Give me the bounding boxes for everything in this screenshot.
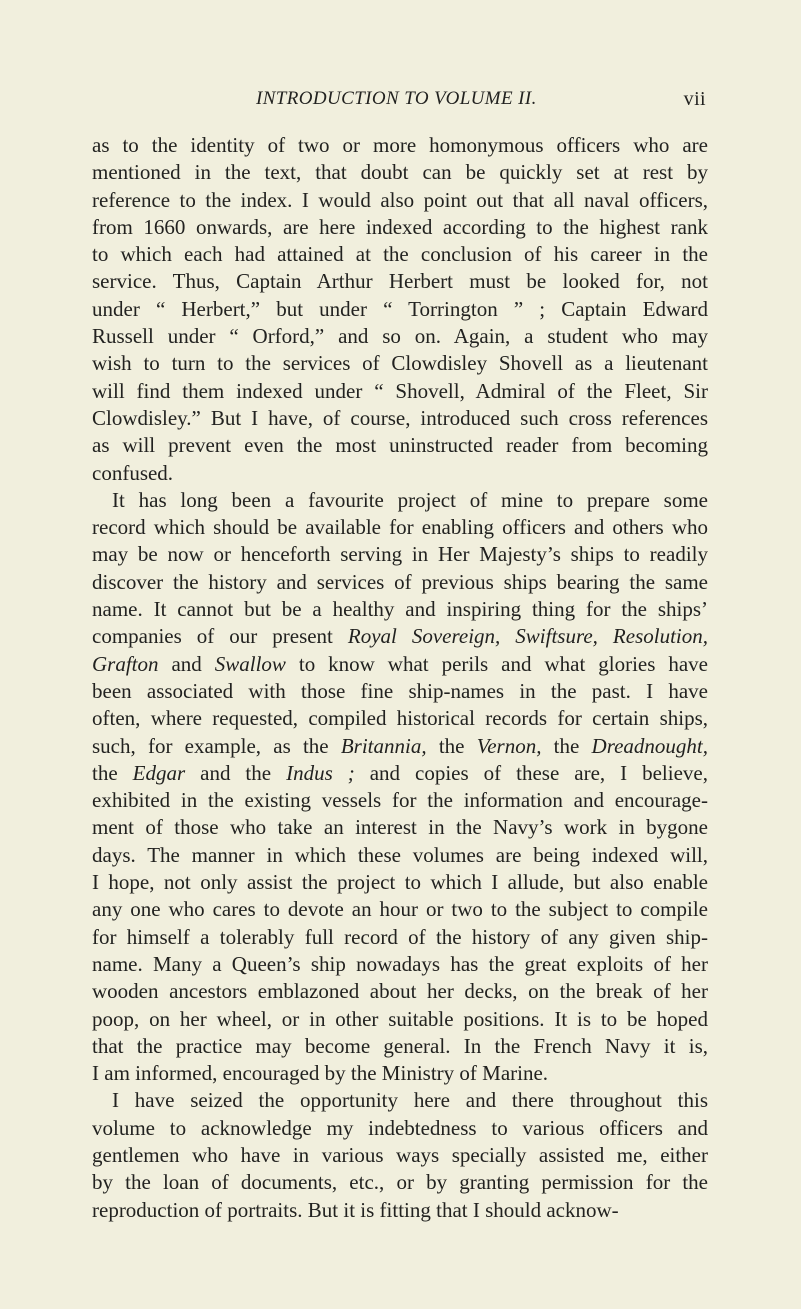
text-run: I have seized the opportunity here and there throughout this xyxy=(112,1088,708,1113)
text-run: gentlemen who have in various ways specially assisted me, either xyxy=(92,1142,708,1167)
text-line xyxy=(92,214,708,241)
text-run: may be now or henceforth serving in Her Majesty’s ships to readily xyxy=(92,542,708,567)
text-run: name. It cannot but be a healthy and inspiring thing for the ships’ xyxy=(92,597,708,622)
text-line xyxy=(92,814,708,841)
text-run: any one who cares to devote an hour or two to the subject to compile xyxy=(92,897,708,922)
text-line xyxy=(92,1033,708,1060)
text-line xyxy=(92,159,708,186)
ship-name: Indus ; xyxy=(286,760,355,785)
ship-name: Swallow xyxy=(214,651,286,676)
text-run: and copies of these are, I believe, xyxy=(354,760,708,785)
text-run: exhibited in the existing vessels for the information and encourage- xyxy=(92,788,708,813)
text-line xyxy=(92,241,708,268)
text-run: I hope, not only assist the project to which I allude, but also enable xyxy=(92,870,708,895)
text-line xyxy=(92,869,708,896)
text-line xyxy=(92,705,708,732)
text-line xyxy=(92,323,708,350)
text-run: days. The manner in which these volumes are being indexed will, xyxy=(92,842,708,867)
text-line xyxy=(92,1142,708,1169)
text-line xyxy=(92,651,708,678)
text-run: as will prevent even the most uninstructed reader from becoming xyxy=(92,433,708,458)
text-run: such, for example, as the xyxy=(92,733,341,758)
text-line xyxy=(92,623,708,650)
text-run: that the practice may become general. In the French Navy it is, xyxy=(92,1033,708,1058)
text-run: as to the identity of two or more homonymous officers who are xyxy=(92,133,708,157)
text-line xyxy=(92,1197,708,1224)
text-line xyxy=(92,405,708,432)
text-run: name. Many a Queen’s ship nowadays has the great exploits of her xyxy=(92,951,708,976)
running-head xyxy=(256,88,706,114)
text-line xyxy=(92,978,708,1005)
text-line xyxy=(92,268,708,295)
text-run: under “ Herbert,” but under “ Torrington ” ; Captain Edward xyxy=(92,296,708,321)
text-run: reference to the index. I would also point out that all naval officers, xyxy=(92,187,708,212)
text-line xyxy=(92,460,708,487)
text-line xyxy=(92,514,708,541)
text-run: ment of those who take an interest in the Navy’s work in bygone xyxy=(92,815,708,840)
text-run: to know what perils and what glories have xyxy=(285,651,708,676)
ship-name: Edgar xyxy=(132,760,186,785)
text-line xyxy=(92,432,708,459)
ship-name: Vernon, xyxy=(476,733,542,758)
text-run: the xyxy=(426,733,477,758)
text-run: I am informed, encouraged by the Ministry of Marine. xyxy=(92,1061,549,1086)
paragraph xyxy=(92,1087,708,1223)
text-run: to which each had attained at the conclusion of his career in the xyxy=(92,242,708,267)
text-run: Clowdisley.” But I have, of course, introduced such cross references xyxy=(92,405,708,430)
text-line xyxy=(92,596,708,623)
text-run: reproduction of portraits. But it is fitting that I should acknow- xyxy=(92,1197,619,1222)
text-run: the xyxy=(541,733,592,758)
text-line xyxy=(92,187,708,214)
ship-name: Britannia, xyxy=(340,733,427,758)
text-line xyxy=(92,896,708,923)
text-line xyxy=(92,132,708,159)
text-line xyxy=(92,541,708,568)
text-line xyxy=(92,1087,708,1114)
paragraph xyxy=(92,487,708,1088)
text-run: It has long been a favourite project of mine to prepare some xyxy=(112,487,708,512)
ship-name: Dreadnought, xyxy=(591,733,708,758)
text-run: companies of our present xyxy=(92,624,348,649)
text-run: and xyxy=(158,651,215,676)
text-line xyxy=(92,378,708,405)
text-line xyxy=(92,1115,708,1142)
text-run: often, where requested, compiled historical records for certain ships, xyxy=(92,706,708,731)
text-line xyxy=(92,1169,708,1196)
text-run: volume to acknowledge my indebtedness to various officers and xyxy=(92,1115,708,1140)
text-run: and the xyxy=(185,760,287,785)
text-line xyxy=(92,733,708,760)
text-run: record which should be available for enabling officers and others who xyxy=(92,515,708,540)
ship-name: Royal Sovereign, Swiftsure, Resolution, xyxy=(347,624,708,649)
text-run: will find them indexed under “ Shovell, Admiral of the Fleet, Sir xyxy=(92,378,708,403)
text-line xyxy=(92,678,708,705)
running-title: INTRODUCTION TO VOLUME II. xyxy=(256,88,537,109)
text-line xyxy=(92,487,708,514)
text-run: mentioned in the text, that doubt can be quickly set at rest by xyxy=(92,160,708,185)
text-line xyxy=(92,1006,708,1033)
text-run: Russell under “ Orford,” and so on. Again, a student who may xyxy=(92,324,708,349)
text-run: discover the history and services of previous ships bearing the same xyxy=(92,569,708,594)
text-run: wish to turn to the services of Clowdisley Shovell as a lieutenant xyxy=(92,351,708,376)
text-line xyxy=(92,760,708,787)
text-line xyxy=(92,924,708,951)
text-line xyxy=(92,842,708,869)
text-run: confused. xyxy=(92,460,174,485)
text-line xyxy=(92,569,708,596)
page-number: vii xyxy=(683,88,706,110)
text-line xyxy=(92,951,708,978)
paragraph xyxy=(92,132,708,487)
text-run: service. Thus, Captain Arthur Herbert must be looked for, not xyxy=(92,269,708,294)
text-run: by the loan of documents, etc., or by granting permission for the xyxy=(92,1170,708,1195)
text-run: the xyxy=(92,760,133,785)
text-run: poop, on her wheel, or in other suitable positions. It is to be hoped xyxy=(92,1006,708,1031)
text-run: wooden ancestors emblazoned about her decks, on the break of her xyxy=(92,979,708,1004)
text-line xyxy=(92,787,708,814)
text-line xyxy=(92,296,708,323)
text-run: for himself a tolerably full record of the history of any given ship- xyxy=(92,924,708,949)
text-line xyxy=(92,350,708,377)
text-line xyxy=(92,1060,708,1087)
text-run: been associated with those fine ship-names in the past. I have xyxy=(92,678,708,703)
text-run: from 1660 onwards, are here indexed according to the highest rank xyxy=(92,214,708,239)
ship-name: Grafton xyxy=(92,651,159,676)
body-text xyxy=(92,132,708,1224)
